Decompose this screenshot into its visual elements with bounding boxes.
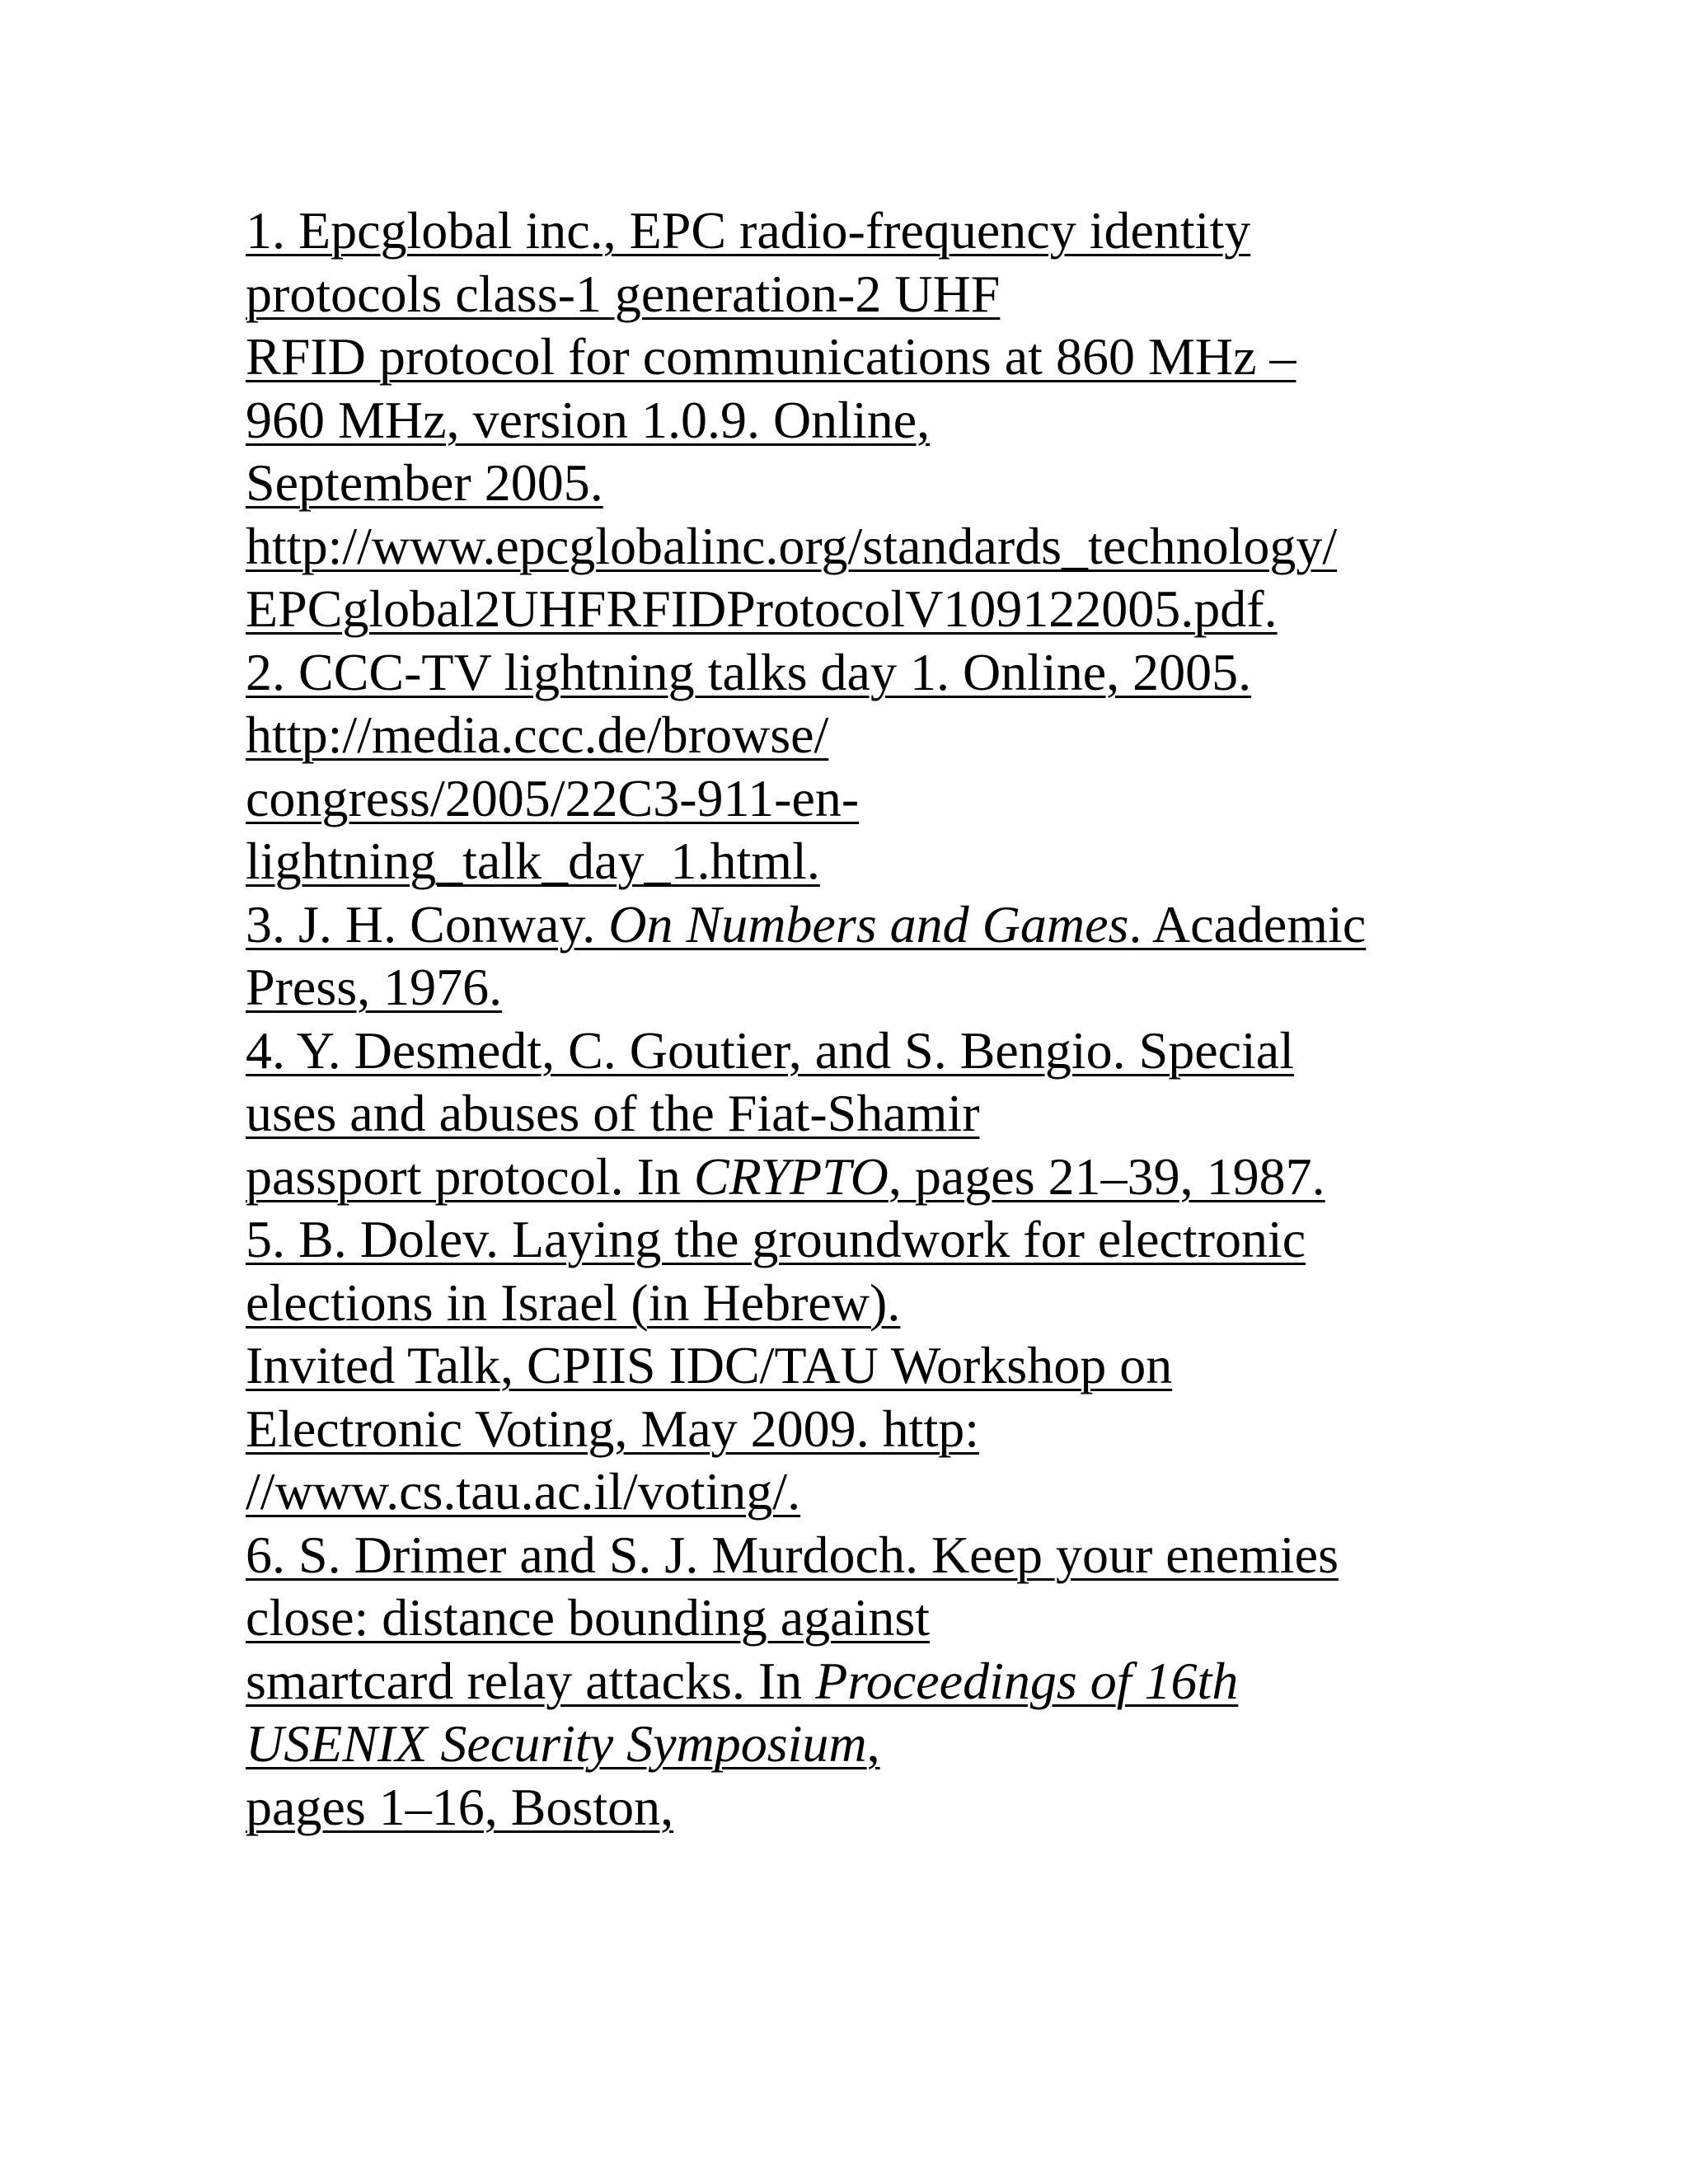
reference-line — [246, 1082, 1498, 1146]
reference-item — [246, 1524, 1498, 1840]
reference-text: pages 1–16, Boston, — [246, 1777, 674, 1836]
reference-line — [246, 1713, 1498, 1776]
reference-line — [246, 326, 1498, 389]
reference-line — [246, 1650, 1498, 1713]
reference-item — [246, 199, 1498, 641]
reference-title-italic: CRYPTO — [693, 1146, 889, 1206]
reference-title-italic: USENIX Security Symposium — [246, 1714, 867, 1773]
reference-text: 1. Epcglobal inc., EPC radio-frequency identity — [246, 201, 1251, 260]
reference-line — [246, 1776, 1498, 1840]
reference-line — [246, 704, 1498, 767]
reference-text: September 2005. — [246, 453, 603, 512]
reference-text: 4. Y. Desmedt, C. Goutier, and S. Bengio. Special — [246, 1020, 1294, 1080]
reference-text: uses and abuses of the Fiat-Shamir — [246, 1084, 980, 1142]
reference-line — [246, 1208, 1498, 1272]
reference-text: Electronic Voting, May 2009. http: — [246, 1399, 979, 1458]
reference-text: , — [866, 1714, 880, 1773]
reference-line — [246, 830, 1498, 893]
reference-text: http://www.epcglobalinc.org/standards_technology/ — [246, 516, 1338, 575]
reference-text: EPCglobal2UHFRFIDProtocolV109122005.pdf. — [246, 579, 1278, 638]
reference-line — [246, 956, 1498, 1019]
reference-text: , pages 21–39, 1987. — [888, 1146, 1325, 1206]
reference-text: protocols class-1 generation-2 UHF — [246, 264, 1001, 323]
reference-item — [246, 1208, 1498, 1524]
reference-line — [246, 1334, 1498, 1398]
reference-line — [246, 1146, 1498, 1209]
reference-text: RFID protocol for communications at 860 MHz – — [246, 327, 1296, 386]
reference-text: elections in Israel (in Hebrew). — [246, 1272, 901, 1332]
reference-line — [246, 1586, 1498, 1650]
reference-text: lightning_talk_day_1.html. — [246, 832, 820, 890]
reference-line — [246, 893, 1498, 957]
reference-line — [246, 1019, 1498, 1083]
reference-line — [246, 199, 1498, 263]
reference-item — [246, 893, 1498, 1019]
reference-line — [246, 767, 1498, 831]
reference-text: 2. CCC-TV lightning talks day 1. Online, 2005. — [246, 642, 1252, 701]
reference-text: passport protocol. In — [246, 1146, 694, 1206]
reference-text: close: distance bounding against — [246, 1588, 931, 1647]
reference-line — [246, 1460, 1498, 1524]
reference-text: //www.cs.tau.ac.il/voting/. — [246, 1462, 801, 1521]
reference-text: 960 MHz, version 1.0.9. Online, — [246, 390, 931, 449]
reference-text: http://media.ccc.de/browse/ — [246, 705, 829, 764]
reference-line — [246, 641, 1498, 705]
reference-line — [246, 389, 1498, 452]
reference-text: Invited Talk, CPIIS IDC/TAU Workshop on — [246, 1336, 1173, 1394]
reference-text: 3. J. H. Conway. — [246, 894, 609, 954]
reference-text: Press, 1976. — [246, 958, 503, 1016]
reference-line — [246, 452, 1498, 515]
reference-title-italic: On Numbers and Games — [608, 894, 1129, 954]
reference-item — [246, 1019, 1498, 1209]
reference-line — [246, 578, 1498, 641]
reference-line — [246, 1524, 1498, 1587]
reference-line — [246, 1272, 1498, 1335]
reference-text: 5. B. Dolev. Laying the groundwork for electronic — [246, 1210, 1306, 1268]
reference-text: 6. S. Drimer and S. J. Murdoch. Keep your enemies — [246, 1525, 1339, 1584]
reference-item — [246, 641, 1498, 893]
reference-text: smartcard relay attacks. In — [246, 1651, 816, 1710]
reference-list — [246, 199, 1498, 1839]
reference-text: congress/2005/22C3-911-en- — [246, 768, 860, 827]
reference-line — [246, 263, 1498, 326]
reference-text: . Academic — [1128, 894, 1367, 954]
reference-title-italic: Proceedings of 16th — [815, 1651, 1239, 1710]
reference-line — [246, 515, 1498, 579]
reference-line — [246, 1398, 1498, 1461]
